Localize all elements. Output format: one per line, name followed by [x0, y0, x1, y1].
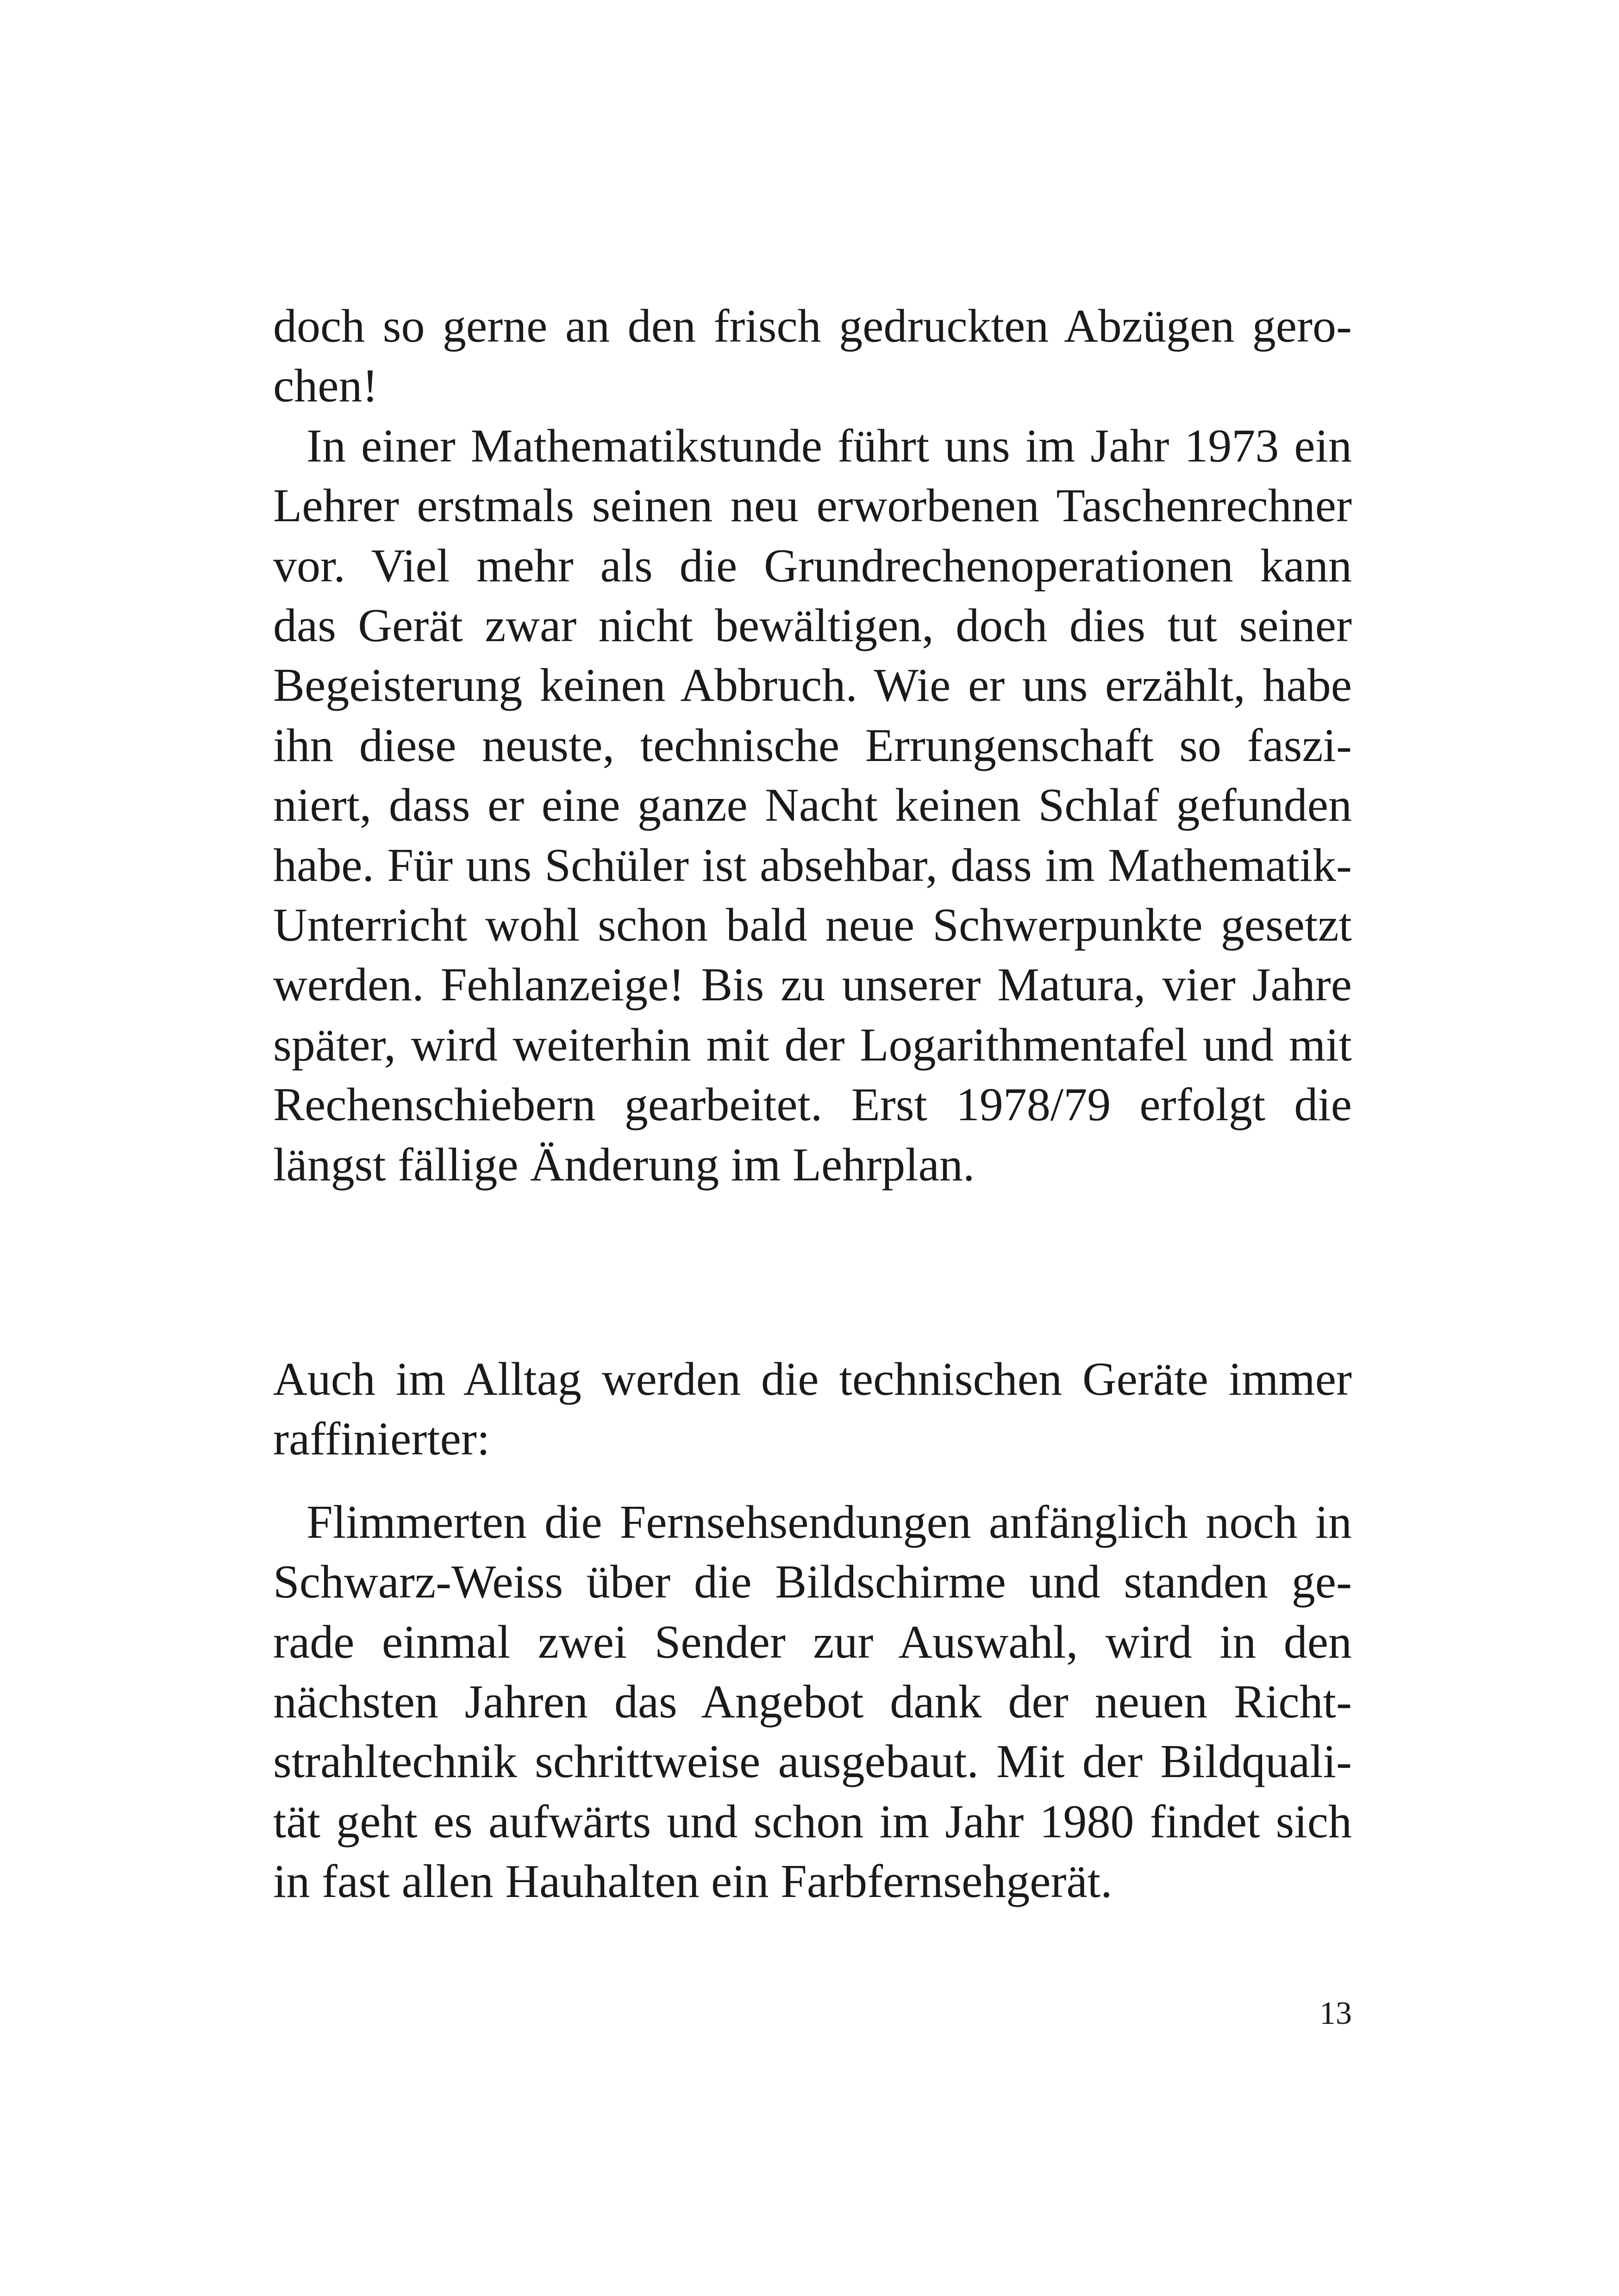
text-line: habe. Für uns Schüler ist absehbar, dass im Mathematik-: [273, 839, 1352, 892]
text-line: chen!: [273, 360, 378, 412]
text-line: Flimmerten die Fernsehsendungen anfänglich noch in: [306, 1496, 1352, 1548]
text-line: ihn diese neuste, technische Errungenschaft so faszi-: [273, 719, 1352, 772]
text-line: werden. Fehlanzeige! Bis zu unserer Matura, vier Jahre: [273, 959, 1352, 1011]
paragraph-everyday: [273, 1349, 1352, 1469]
paragraph-television: [273, 1492, 1352, 1912]
text-line: niert, dass er eine ganze Nacht keinen Schlaf gefunden: [273, 779, 1352, 832]
text-line: später, wird weiterhin mit der Logarithmentafel und mit: [273, 1018, 1352, 1071]
text-block-lower: [273, 1349, 1352, 1912]
text-line: Auch im Alltag werden die technischen Geräte immer: [273, 1353, 1352, 1405]
text-line: vor. Viel mehr als die Grundrechenoperationen kann: [273, 539, 1352, 592]
text-line: Begeisterung keinen Abbruch. Wie er uns erzählt, habe: [273, 659, 1352, 712]
text-line: Rechenschiebern gearbeitet. Erst 1978/79 erfolgt die: [273, 1079, 1352, 1131]
text-line: Schwarz-Weiss über die Bildschirme und standen ge-: [273, 1556, 1352, 1609]
text-line: doch so gerne an den frisch gedruckten Abzügen gero-: [273, 300, 1352, 352]
text-line: strahltechnik schrittweise ausgebaut. Mit der Bildquali-: [273, 1735, 1352, 1788]
text-line: nächsten Jahren das Angebot dank der neuen Richt-: [273, 1676, 1352, 1728]
text-line: längst fällige Änderung im Lehrplan.: [273, 1138, 975, 1191]
paragraph-calculator: [273, 416, 1352, 1195]
text-line: rade einmal zwei Sender zur Auswahl, wird in den: [273, 1616, 1352, 1668]
text-line: tät geht es aufwärts und schon im Jahr 1980 findet sich: [273, 1795, 1352, 1848]
text-block-upper: [273, 296, 1352, 1195]
text-line: Unterricht wohl schon bald neue Schwerpunkte gesetzt: [273, 899, 1352, 952]
text-line: In einer Mathematikstunde führt uns im Jahr 1973 ein: [306, 419, 1352, 472]
page-number: 13: [1319, 1996, 1352, 2031]
text-line: raffinierter:: [273, 1413, 490, 1466]
text-line: in fast allen Hauhalten ein Farbfernsehgerät.: [273, 1855, 1113, 1908]
text-line: das Gerät zwar nicht bewältigen, doch dies tut seiner: [273, 599, 1352, 652]
text-line: Lehrer erstmals seinen neu erworbenen Taschenrechner: [273, 480, 1352, 532]
paragraph-continuation: [273, 296, 1352, 416]
